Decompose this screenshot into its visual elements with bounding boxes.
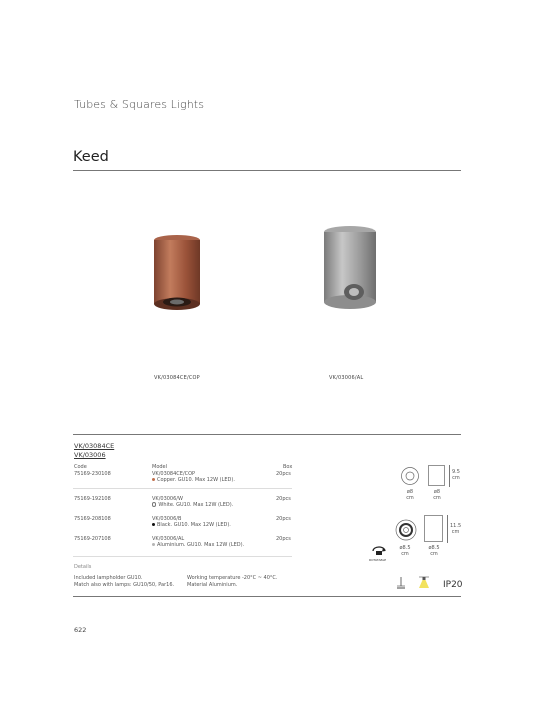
- row-desc: White. GU10. Max 12W (LED).: [152, 502, 233, 509]
- top-view-icon: [400, 466, 420, 486]
- swatch-icon: [152, 543, 155, 546]
- row-divider: [73, 488, 292, 489]
- details-col1-line2: Match also with lamps: GU10/50, Par16.: [74, 582, 175, 588]
- dim-diameter: ø8 cm: [406, 489, 414, 501]
- dim-width: ø8.5 cm: [428, 545, 440, 557]
- row-desc: Copper. GU10. Max 12W (LED).: [152, 477, 235, 484]
- swatch-icon: [152, 523, 155, 526]
- row-model: VK/03084CE/COP: [152, 471, 196, 477]
- row-divider: [73, 556, 292, 557]
- side-view-icon: [428, 465, 446, 487]
- page-number: 622: [74, 626, 87, 634]
- model-link-vk03084ce[interactable]: VK/03084CE: [74, 442, 115, 450]
- row-code: 75169-230108: [74, 471, 111, 477]
- header-box: Box: [283, 464, 293, 470]
- row-model: VK/03006/W: [152, 496, 183, 502]
- details-col1-line1: Included lampholder GU10.: [74, 575, 143, 581]
- top-view-icon: [394, 518, 418, 542]
- title-rule: [73, 170, 461, 171]
- row-box: 20pcs: [276, 471, 291, 477]
- swatch-icon: [152, 502, 156, 506]
- image-caption-copper: VK/03084CE/COP: [154, 375, 200, 381]
- model-link-vk03006[interactable]: VK/03006: [74, 451, 106, 459]
- row-box: 20pcs: [276, 536, 291, 542]
- aluminium-lamp-image: [320, 224, 380, 314]
- bottom-rule: [73, 596, 461, 597]
- image-caption-aluminium: VK/03006/AL: [329, 375, 364, 381]
- side-view-icon: [424, 515, 444, 543]
- product-title: Keed: [73, 149, 109, 165]
- row-model: VK/03006/B: [152, 516, 182, 522]
- height-line: [447, 515, 448, 543]
- details-col2-line1: Working temperature -20°C ~ 40°C.: [187, 575, 278, 581]
- ceiling-mount-icon: [395, 576, 407, 590]
- row-box: 20pcs: [276, 496, 291, 502]
- section-rule: [73, 434, 461, 435]
- row-code: 75169-208108: [74, 516, 111, 522]
- swatch-icon: [152, 478, 155, 481]
- row-desc: Black. GU10. Max 12W (LED).: [152, 522, 231, 529]
- row-box: 20pcs: [276, 516, 291, 522]
- row-code: 75169-192108: [74, 496, 111, 502]
- header-code: Code: [74, 464, 87, 470]
- dim-height: 11.5 cm: [450, 523, 462, 535]
- light-beam-icon: [418, 576, 430, 590]
- dim-width: ø8 cm: [433, 489, 441, 501]
- rotatable-label: ROTATABLE: [369, 558, 387, 562]
- dim-diameter: ø8.5 cm: [399, 545, 411, 557]
- header-model: Model: [152, 464, 168, 470]
- details-col2-line2: Material Aluminium.: [187, 582, 238, 588]
- height-line: [449, 465, 450, 487]
- row-code: 75169-207108: [74, 536, 111, 542]
- rotatable-icon: [370, 545, 388, 559]
- copper-lamp-image: [150, 232, 204, 314]
- dim-height: 9.5 cm: [452, 469, 460, 481]
- ip-rating: IP20: [443, 580, 463, 590]
- row-desc: Aluminium. GU10. Max 12W (LED).: [152, 542, 244, 549]
- details-label: Details: [74, 564, 92, 570]
- row-model: VK/03006/AL: [152, 536, 185, 542]
- section-title: Tubes & Squares Lights: [74, 98, 205, 111]
